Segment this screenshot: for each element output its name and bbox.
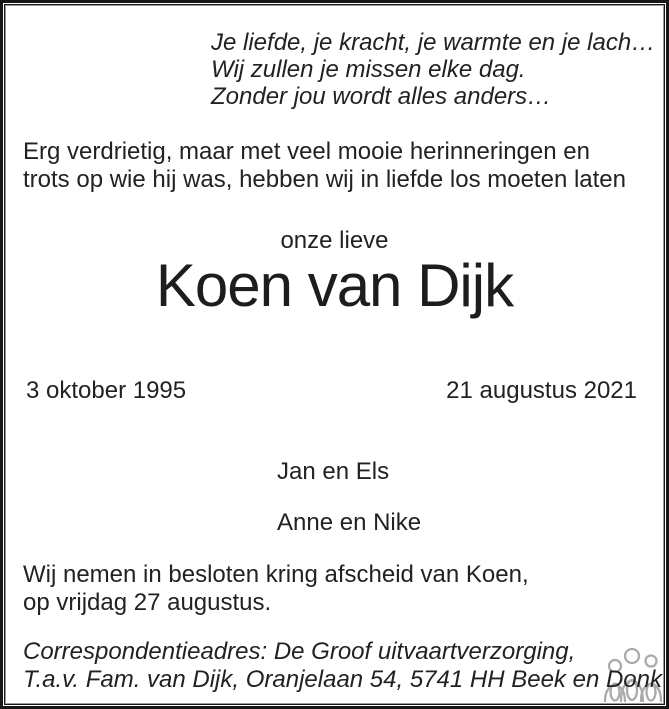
announcement-line: trots op wie hij was, hebben wij in liefde los moeten laten [23,166,626,193]
pre-name-label: onze lieve [280,227,389,254]
farewell-text [23,561,529,617]
birth-date: 3 oktober 1995 [26,377,187,404]
relative-name: Anne en Nike [277,509,422,536]
announcement-line: Erg verdrietig, maar met veel mooie herinneringen en [23,138,590,165]
correspondence-address [23,638,662,694]
poem-line: Wij zullen je missen elke dag. [211,56,526,83]
relative-name: Jan en Els [277,458,390,485]
deceased-name: Koen van Dijk [155,252,514,319]
farewell-line: Wij nemen in besloten kring afscheid van Koen, [23,561,529,588]
farewell-line: op vrijdag 27 augustus. [23,589,272,616]
poem-line: Je liefde, je kracht, je warmte en je lach… [211,29,656,56]
poem-line: Zonder jou wordt alles anders… [211,83,552,110]
correspondence-line: T.a.v. Fam. van Dijk, Oranjelaan 54, 5741 HH Beek en Donk [23,666,662,693]
life-dates-row [26,377,637,405]
memorial-poem [211,29,655,110]
death-date: 21 augustus 2021 [446,377,637,404]
correspondence-line: Correspondentieadres: De Groof uitvaartverzorging, [23,638,576,665]
announcement-text [23,138,626,194]
